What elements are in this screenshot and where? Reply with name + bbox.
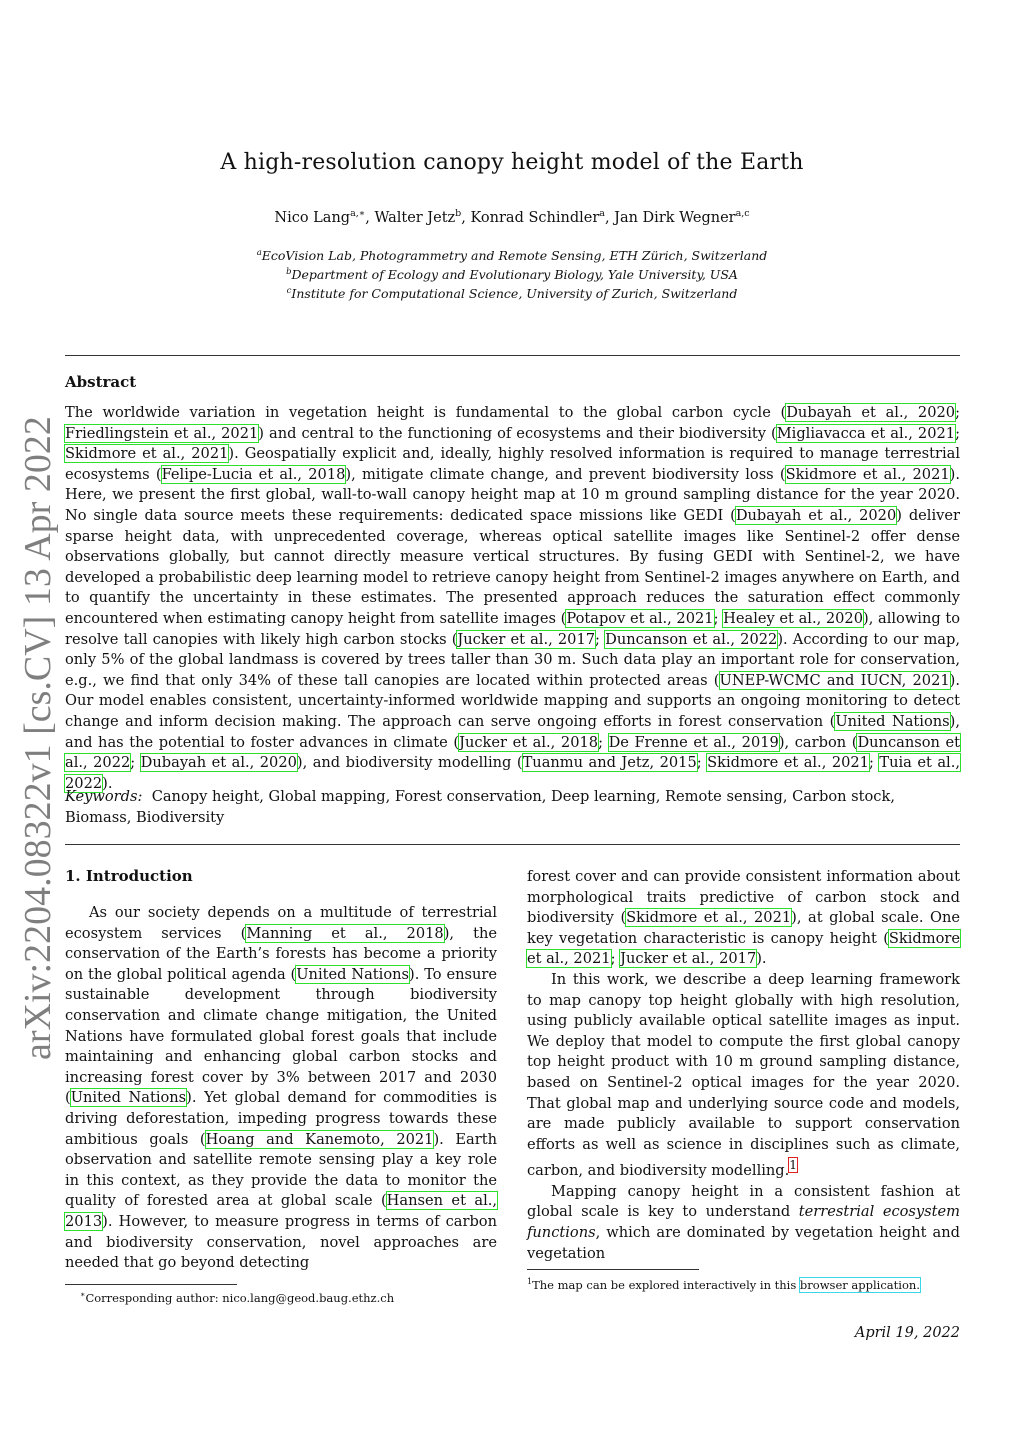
right-column <box>527 867 960 1264</box>
citation-link[interactable]: Duncanson et al., 2022 <box>605 630 778 648</box>
footnote-corresponding-author: ∗Corresponding author: nico.lang@geod.baug.ethz.ch <box>80 1290 395 1305</box>
paragraph: In this work, we describe a deep learning framework to map canopy top height globally with high resolution, using publicly available optical satellite images as input. We deploy that model to compute the first global canopy top height product with 10 m ground sampling distance, based on Sentinel-2 optical images for the year 2020. That global map and underlying source code and models, are made publicly available to support conservation efforts as well as science in disciplines such as climate, carbon, and biodiversity modelling.$^1$ <box>527 970 960 1180</box>
paper-title: A high-resolution canopy height model of the Earth <box>220 150 804 175</box>
affiliation: $^a$EcoVision Lab, Photogrammetry and Remote Sensing, ETH Zürich, Switzerland <box>256 248 768 264</box>
citation-link[interactable]: Felipe-Lucia et al., 2018 <box>161 465 346 483</box>
citation-link[interactable]: Manning et al., 2018 <box>246 924 444 942</box>
footnote-marker[interactable]: 1 <box>789 1158 798 1173</box>
citation-link[interactable]: Skidmore et al., 2021 <box>626 909 792 927</box>
citation-link[interactable]: Friedlingstein et al., 2021 <box>65 424 259 442</box>
footnote-map-link: $^1$The map can be explored interactively in this browser application. <box>527 1277 920 1292</box>
keywords-label: Keywords: <box>65 788 143 805</box>
abstract-heading: Abstract <box>65 373 137 391</box>
section-heading: 1. Introduction <box>65 867 193 885</box>
citation-link[interactable]: Tuia et al., 2022 <box>65 754 960 792</box>
left-column <box>65 903 497 1274</box>
author-list: Nico Lang$^{a,∗}$, Walter Jetz$^b$, Konrad Schindler$^a$, Jan Dirk Wegner$^{a,c}$ <box>274 208 750 226</box>
affiliations <box>0 245 1024 302</box>
top-divider <box>65 355 960 356</box>
citation-link[interactable]: Hoang and Kanemoto, 2021 <box>205 1130 434 1148</box>
citation-link[interactable]: United Nations <box>296 965 409 983</box>
citation-link[interactable]: Jucker et al., 2017 <box>620 950 757 968</box>
citation-link[interactable]: Dubayah et al., 2020 <box>786 404 956 421</box>
paragraph: Mapping canopy height in a consistent fashion at global scale is key to understand terrestrial ecosystem functions, which are dominated by vegetation height and vegetation <box>527 1182 960 1262</box>
citation-link[interactable]: UNEP-WCMC and IUCN, 2021 <box>719 671 950 689</box>
paragraph: As our society depends on a multitude of terrestrial ecosystem services (Manning et al., 2018), the conservation of the Earth’s forests has become a priority on the global political agenda (United Nations). To ensure sustainable development through biodiversity conservation and climate change mitigation, the United Nations have formulated global forest goals that include maintaining and enhancing global carbon stocks and increasing forest cover by 3% between 2017 and 2030 (United Nations). Yet global demand for commodities is driving deforestation, impeding progress towards these ambitious goals (Hoang and Kanemoto, 2021). Earth observation and satellite remote sensing play a key role in this context, as they provide the data to monitor the quality of forested area at global scale (Hansen et al., 2013). However, to measure progress in terms of carbon and biodiversity conservation, novel approaches are needed that go beyond detecting <box>65 904 498 1272</box>
citation-link[interactable]: Tuanmu and Jetz, 2015 <box>522 754 697 772</box>
browser-application-link[interactable]: browser application. <box>799 1277 920 1292</box>
paragraph: forest cover and can provide consistent information about morphological traits predictive of carbon stock and biodiversity (Skidmore et al., 2021), at global scale. One key vegetation characteristic is canopy height (Skidmore et al., 2021; Jucker et al., 2017). <box>527 868 961 968</box>
abstract-bottom-divider <box>65 844 960 845</box>
citation-link[interactable]: Jucker et al., 2018 <box>459 733 599 751</box>
citation-link[interactable]: Jucker et al., 2017 <box>457 630 596 648</box>
citation-link[interactable]: Dubayah et al., 2020 <box>140 754 297 772</box>
footnote-divider <box>65 1284 237 1285</box>
citation-link[interactable]: Skidmore et al., 2021 <box>785 465 950 483</box>
author-name: Walter Jetz <box>374 209 456 226</box>
arxiv-side-stamp: arXiv:2204.08322v1 [cs.CV] 13 Apr 2022 <box>17 416 59 1060</box>
preprint-date: April 19, 2022 <box>854 1325 960 1341</box>
abstract-text: The worldwide variation in vegetation height is fundamental to the global carbon cycle (Dubayah et al., 2020; Friedlingstein et al., 2021) and central to the functioning of ecosystems and their biodiversity (Migliavacca et al., 2021; Skidmore et al., 2021). Geospatially explicit and, ideally, highly resolved information is required to manage terrestrial ecosystems (Felipe-Lucia et al., 2018), mitigate climate change, and prevent biodiversity loss (Skidmore et al., 2021). Here, we present the first global, wall-to-wall canopy height map at 10 m ground sampling distance for the year 2020. No single data source meets these requirements: dedicated space missions like GEDI (Dubayah et al., 2020) deliver sparse height data, with unprecedented coverage, whereas optical satellite images like Sentinel-2 offer dense observations globally, but cannot directly measure vertical structures. By fusing GEDI with Sentinel-2, we have developed a probabilistic deep learning model to retrieve canopy height from Sentinel-2 images anywhere on Earth, and to quantify the uncertainty in these estimates. The presented approach reduces the saturation effect commonly encountered when estimating canopy height from satellite images (Potapov et al., 2021; Healey et al., 2020), allowing to resolve tall canopies with likely high carbon stocks (Jucker et al., 2017; Duncanson et al., 2022). According to our map, only 5% of the global landmass is covered by trees taller than 30 m. Such data play an important role for conservation, e.g., we find that only 34% of these tall canopies are located within protected areas (UNEP-WCMC and IUCN, 2021). Our model enables consistent, uncertainty-informed worldwide mapping and supports an ongoing monitoring to detect change and inform decision making. The approach can serve ongoing efforts in forest conservation (United Nations), and has the potential to foster advances in climate (Jucker et al., 2018; De Frenne et al., 2019), carbon (Duncanson et al., 2022; Dubayah et al., 2020), and biodiversity modelling (Tuanmu and Jetz, 2015; Skidmore et al., 2021; Tuia et al., 2022). <box>65 404 961 792</box>
citation-link[interactable]: Healey et al., 2020 <box>723 609 864 627</box>
citation-link[interactable]: Skidmore et al., 2021 <box>527 929 960 968</box>
citation-link[interactable]: De Frenne et al., 2019 <box>608 733 779 751</box>
author-name: Nico Lang <box>274 209 351 226</box>
citation-link[interactable]: Migliavacca et al., 2021 <box>776 424 956 442</box>
citation-link[interactable]: Skidmore et al., 2021 <box>65 445 229 463</box>
citation-link[interactable]: United Nations <box>70 1089 187 1107</box>
footnote-divider <box>527 1269 699 1270</box>
keywords <box>65 787 960 828</box>
citation-link[interactable]: United Nations <box>835 712 950 730</box>
author-name: Konrad Schindler <box>470 209 600 226</box>
keywords-text: Canopy height, Global mapping, Forest conservation, Deep learning, Remote sensing, Carbon stock, Biomass, Biodiversity <box>65 788 895 826</box>
citation-link[interactable]: Dubayah et al., 2020 <box>735 506 897 524</box>
affiliation: $^b$Department of Ecology and Evolutionary Biology, Yale University, USA <box>286 267 738 283</box>
author-name: Jan Dirk Wegner <box>614 209 736 226</box>
citation-link[interactable]: Skidmore et al., 2021 <box>707 754 869 772</box>
citation-link[interactable]: Hansen et al., 2013 <box>65 1192 498 1230</box>
citation-link[interactable]: Potapov et al., 2021 <box>566 609 714 627</box>
affiliation: $^c$Institute for Computational Science, University of Zurich, Switzerland <box>286 286 738 302</box>
citation-link[interactable]: Duncanson et al., 2022 <box>65 733 961 772</box>
